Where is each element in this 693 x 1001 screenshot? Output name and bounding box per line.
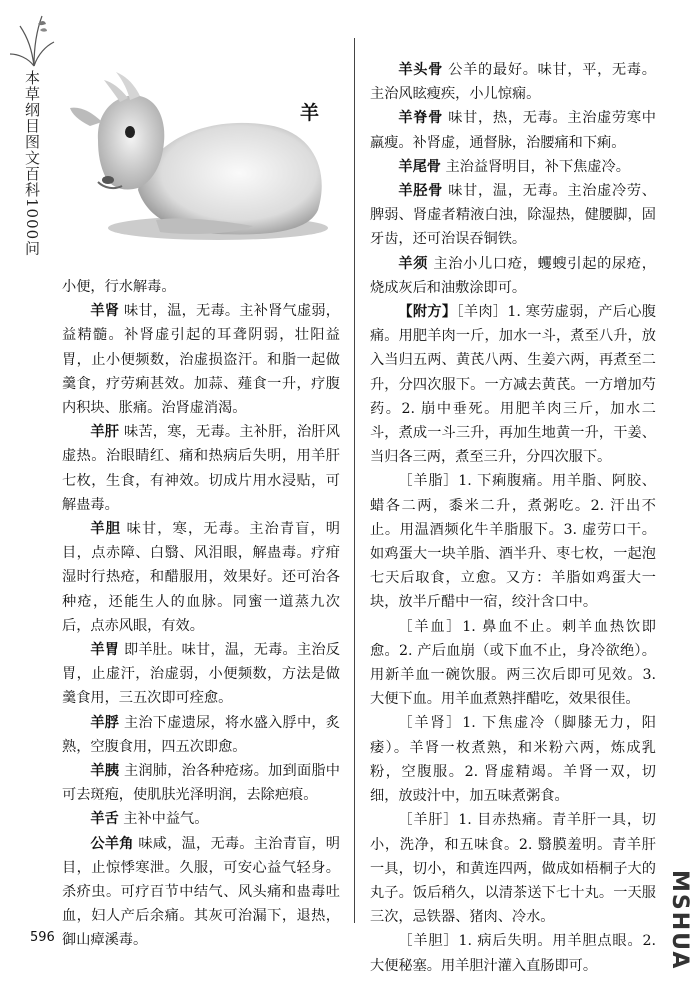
entry-paragraph: 羊舌 主补中益气。 xyxy=(90,811,209,828)
entry-paragraph: 羊胆 味甘，寒，无毒。主治青盲，明目，点赤障、白翳、风泪眼，解蛊毒。疗疳湿时行热疮，和醋服用，效果好。还可治各种疮，还能生人的血脉。同蜜一道蒸九次后，点赤风眼，有效。 xyxy=(62,521,340,634)
prescription-paragraph: 【附方】［羊肉］1. 寒劳虚弱，产后心腹痛。用肥羊肉一斤，加水一斗，煮至八升，放入当归五两、黄芪八两、生姜六两，再煮至二升，分四次服下。一方减去黄芪。一方增加芍药。2. 崩中垂死。用肥羊肉三斤，加水二斗，煮成一斗三升，再加生地黄一升，干姜、当归各三两，煮至三升，分四次服下。 xyxy=(370,304,656,466)
column-divider xyxy=(354,38,355,923)
entry-term: 羊脬 xyxy=(90,714,120,731)
heading: 羊 xyxy=(300,102,320,124)
entry-term: 羊胆 xyxy=(90,521,122,538)
left-column xyxy=(62,275,340,953)
entry-paragraph: 羊须 主治小儿口疮，蠼螋引起的尿疮，烧成灰后和油敷涂即可。 xyxy=(370,255,656,296)
entry-paragraph: 羊尾骨 主治益肾明目，补下焦虚冷。 xyxy=(398,158,630,175)
entry-term: 羊舌 xyxy=(90,811,119,828)
prescription-paragraph: ［羊胆］1. 病后失明。用羊胆点眼。2. 大便秘塞。用羊胆汁灌入直肠即可。 xyxy=(370,933,656,974)
entry-term: 羊肝 xyxy=(90,424,120,441)
entry-paragraph: 公羊角 味咸，温，无毒。主治青盲，明目，止惊悸寒泄。久服，可安心益气轻身。杀疥虫。可疗百节中结气、风头痛和蛊毒吐血，妇人产后余痛。其灰可治漏下，退热，御山瘴溪毒。 xyxy=(62,835,340,949)
entry-paragraph: 羊脊骨 味甘，热，无毒。主治虚劳寒中羸瘦。补肾虚，通督脉，治腰痛和下痢。 xyxy=(370,110,656,151)
prescription-paragraph: ［羊脂］1. 下痢腹痛。用羊脂、阿胶、蜡各二两，黍米二升，煮粥吃。2. 汗出不止。用温酒频化牛羊脂服下。3. 虚劳口干。如鸡蛋大一块羊脂、酒半升、枣七枚，一起泡七天后取食，立愈。又方：羊脂如鸡蛋大一块，放半斤醋中一宿，绞汁含口中。 xyxy=(370,473,656,611)
entry-paragraph: 羊胫骨 味甘，温，无毒。主治虚冷劳、脾弱、肾虚者精液白浊，除湿热，健腰脚，固牙齿，还可治误吞铜铁。 xyxy=(370,183,656,248)
entry-paragraph: 羊头骨 公羊的最好。味甘，平，无毒。主治风眩瘦疾，小儿惊痫。 xyxy=(370,62,656,103)
orchid-icon xyxy=(8,10,56,68)
entry-term: 公羊角 xyxy=(90,835,134,852)
prescription-paragraph: ［羊血］1. 鼻血不止。刺羊血热饮即愈。2. 产后血崩（或下血不止，身冷欲绝）。用新羊血一碗饮服。两三次后即可见效。3. 大便下血。用羊血煮熟拌醋吃，效果很佳。 xyxy=(370,618,656,708)
entry-term: 羊胃 xyxy=(90,642,120,659)
entry-paragraph: 羊胰 主润肺，治各种疮疡。加到面脂中可去斑疱，使肌肤光泽明润，去除疤痕。 xyxy=(62,763,340,804)
page-number: 596 xyxy=(30,930,55,945)
entry-term: 羊尾骨 xyxy=(398,158,441,175)
entry-term: 羊脊骨 xyxy=(398,110,444,127)
entry-paragraph: 羊肾 味甘，温，无毒。主补肾气虚弱，益精髓。补肾虚引起的耳聋阴弱，壮阳益胃，止小便频数，治虚损盗汗。和脂一起做羹食，疗劳痢甚效。加蒜、薤食一升，疗腹内积块、胀痛。治肾虚消渴。 xyxy=(62,303,340,417)
entry-paragraph: 羊胃 即羊肚。味甘，温，无毒。主治反胃，止虚汗，治虚弱，小便频数，方法是做羹食用，三五次即可痊愈。 xyxy=(62,642,340,707)
entry-term: 羊胫骨 xyxy=(398,183,444,200)
watermark: MSHUA xyxy=(667,870,692,971)
prescription-paragraph: ［羊肾］1. 下焦虚冷（脚膝无力，阳痿）。羊肾一枚煮熟，和米粉六两，炼成乳粉，空腹服。2. 肾虚精竭。羊肾一双，切细，放豉汁中，加五味煮粥食。 xyxy=(370,715,656,805)
entry-paragraph: 羊肝 味苦，寒，无毒。主补肝，治肝风虚热。治眼睛红、痛和热病后失明，用羊肝七枚，生食，有神效。切成片用水浸贴，可解蛊毒。 xyxy=(62,424,340,513)
side-title: 本草纲目图文百科1000问 xyxy=(23,70,41,257)
entry-term: 羊肾 xyxy=(90,303,120,320)
goat-illustration xyxy=(68,70,333,245)
prescription-paragraph: ［羊肝］1. 目赤热痛。青羊肝一具，切小，洗净，和五味食。2. 翳膜羞明。青羊肝一具，切小，和黄连四两，做成如梧桐子大的丸子。饭后稍久，以清茶送下七十丸。一天服三次，忌铁器、猪肉、冷水。 xyxy=(370,812,656,926)
right-column xyxy=(370,58,656,978)
entry-paragraph: 羊脬 主治下虚遗尿，将水盛入脬中，炙熟，空腹食用，四五次即愈。 xyxy=(62,714,340,755)
entry-term: 羊须 xyxy=(398,255,429,272)
paragraph: 小便，行水解毒。 xyxy=(62,279,176,295)
prescription-heading: 【附方】 xyxy=(398,304,457,321)
entry-term: 羊头骨 xyxy=(398,62,444,78)
entry-term: 羊胰 xyxy=(90,763,120,780)
